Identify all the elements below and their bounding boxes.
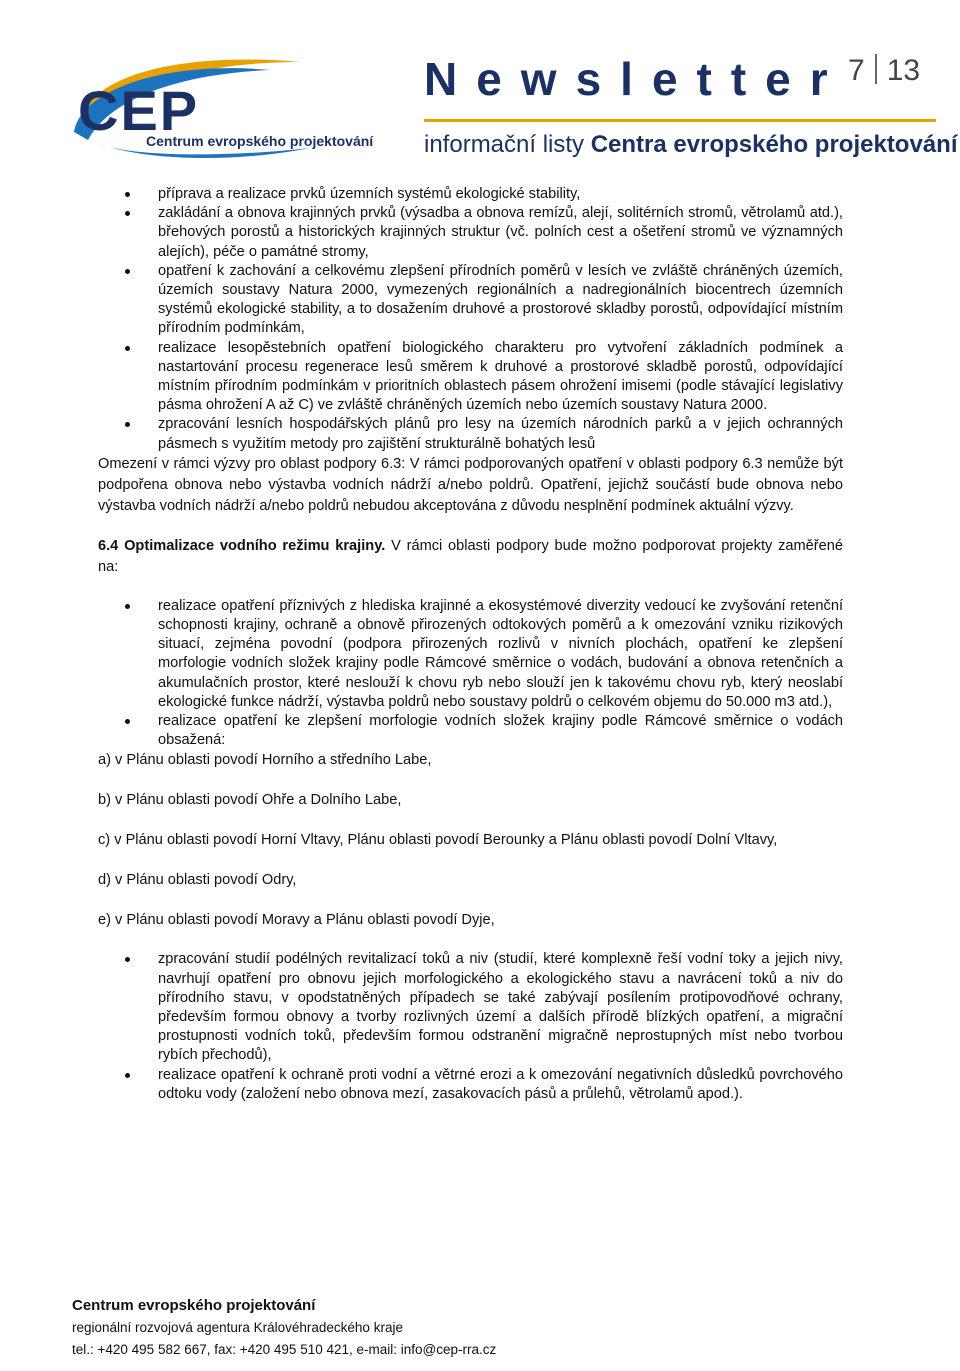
- page-footer: [72, 1295, 672, 1361]
- section-intro: V rámci oblasti podpory bude možno podporovat projekty zaměřené na:: [98, 537, 843, 575]
- measures-list: [98, 185, 843, 454]
- section-heading: 6.4 Optimalizace vodního režimu krajiny.: [98, 537, 386, 554]
- plan-item: a) v Plánu oblasti povodí Horního a středního Labe,: [98, 752, 432, 769]
- list-item: zakládání a obnova krajinných prvků (výsadba a obnova remízů, alejí, solitérních stromů, větrolamů atd.), břehových porostů a historických krajinných struktur (vč. polních cest a ošetření stromů ve významných alejích), péče o památné stromy,: [98, 204, 843, 262]
- newsletter-title: Newsletter: [424, 53, 847, 105]
- logo-subtitle: Centrum evropského projektování: [146, 133, 374, 149]
- list-item: zpracování studií podélných revitalizací toků a niv (studií, které komplexně řeší vodní toky a jejich nivy, navrhují opatření pro obnovu jejich morfologického a ekologického stavu a navrácení toků a niv do přírodního stavu, v opodstatněných případech se také zabývají posílením protipovodňové ochrany, především formou obnovy a tvorby rozlivných území a dalších přírodě blízkých opatření, a migrační prostupnosti vodních toků, především formou odstranění migračně neprostupných míst nebo tvorbou rybích přechodů),: [98, 950, 843, 1065]
- newsletter-subtitle-bold: Centra evropského projektování: [590, 131, 958, 158]
- page-current: 7: [848, 54, 865, 87]
- page-separator: [875, 54, 877, 84]
- section-paragraph: [98, 536, 843, 578]
- studies-list: [98, 950, 843, 1104]
- logo-wordmark: CEP: [78, 79, 200, 142]
- list-item: příprava a realizace prvků územních systémů ekologické stability,: [98, 185, 843, 204]
- list-item: realizace lesopěstebních opatření biologického charakteru pro vytvoření základních podmínek a nastartování procesu regenerace lesů směrem k druhové a prostorové skladbě porostů, odpovídající místním přírodním podmínkám v prioritních oblastech pásem ohrožení imisemi (podle stávající legislativy pásma ohrožení A až C) ve zvláště chráněných územích nebo územích soustavy Natura 2000.: [98, 339, 843, 416]
- page-total: 13: [886, 54, 921, 87]
- page-header: [0, 0, 960, 175]
- list-item: realizace opatření k ochraně proti vodní a větrné erozi a k omezování negativních důsledků povrchového odtoku vody (založení nebo obnova mezí, zasakovacích pásů a průlehů, větrolamů apod.).: [98, 1066, 843, 1104]
- plan-item: c) v Plánu oblasti povodí Horní Vltavy, Plánu oblasti povodí Berounky a Plánu oblasti povodí Dolní Vltavy,: [98, 832, 778, 849]
- plan-item: e) v Plánu oblasti povodí Moravy a Plánu oblasti povodí Dyje,: [98, 912, 495, 929]
- list-item: realizace opatření ke zlepšení morfologie vodních složek krajiny podle Rámcové směrnice o vodách obsažená:: [98, 712, 843, 750]
- water-measures-list: [98, 597, 843, 751]
- newsletter-subtitle: [424, 133, 958, 157]
- title-divider: [424, 119, 936, 122]
- restriction-paragraph: Omezení v rámci výzvy pro oblast podpory 6.3: V rámci podporovaných opatření v oblasti podpory 6.3 nemůže být podpořena obnova nebo výstavba vodních nádrží a/nebo poldrů. Opatření, jejichž součástí bude obnova nebo výstavba vodních nádrží a/nebo poldrů nebudou akceptována z důvodu nesplnění podmínek aktuální výzvy.: [98, 455, 843, 514]
- newsletter-subtitle-normal: informační listy: [424, 131, 591, 158]
- list-item: zpracování lesních hospodářských plánů pro lesy na územích národních parků a v jejich ochranných pásmech s využitím metody pro zajištění strukturálně bohatých lesů: [98, 415, 843, 453]
- plan-item: b) v Plánu oblasti povodí Ohře a Dolního Labe,: [98, 792, 402, 809]
- footer-contact: tel.: +420 495 582 667, fax: +420 495 510 421, e-mail: info@cep-rra.cz: [72, 1342, 497, 1357]
- document-body: [98, 185, 843, 1104]
- footer-org: Centrum evropského projektování: [72, 1297, 316, 1314]
- footer-tagline: regionální rozvojová agentura Královéhradeckého kraje: [72, 1320, 403, 1335]
- list-item: opatření k zachování a celkovému zlepšení přírodních poměrů v lesích ve zvláště chráněných územích, územích soustavy Natura 2000, vymezených regionálních a nadregionálních biocentrech územních systémů ekologické stability, a to dosažením druhové a prostorové skladby porostů, odpovídající místním přírodním podmínkám,: [98, 262, 843, 339]
- list-item: realizace opatření příznivých z hlediska krajinné a ekosystémové diverzity vedoucí ke zvyšování retenční schopnosti krajiny, ochraně a obnově přirozených odtokových poměrů a k omezování vzniku rizikových situací, zejména povodní (podpora přirozených rozlivů v nivních plochách, opatření ke zlepšení morfologie vodních složek krajiny podle Rámcové směrnice o vodách, budování a obnova retenčních a akumulačních prostor, které neslouží k chovu ryb nebo slouží jen k takovému chovu ryb, který neoslabí ekologické funkce nádrží, výstavba poldrů nebo soustavy poldrů o celkovém objemu do 50.000 m3 atd.),: [98, 597, 843, 712]
- page-number: [848, 54, 920, 86]
- plan-item: d) v Plánu oblasti povodí Odry,: [98, 872, 297, 889]
